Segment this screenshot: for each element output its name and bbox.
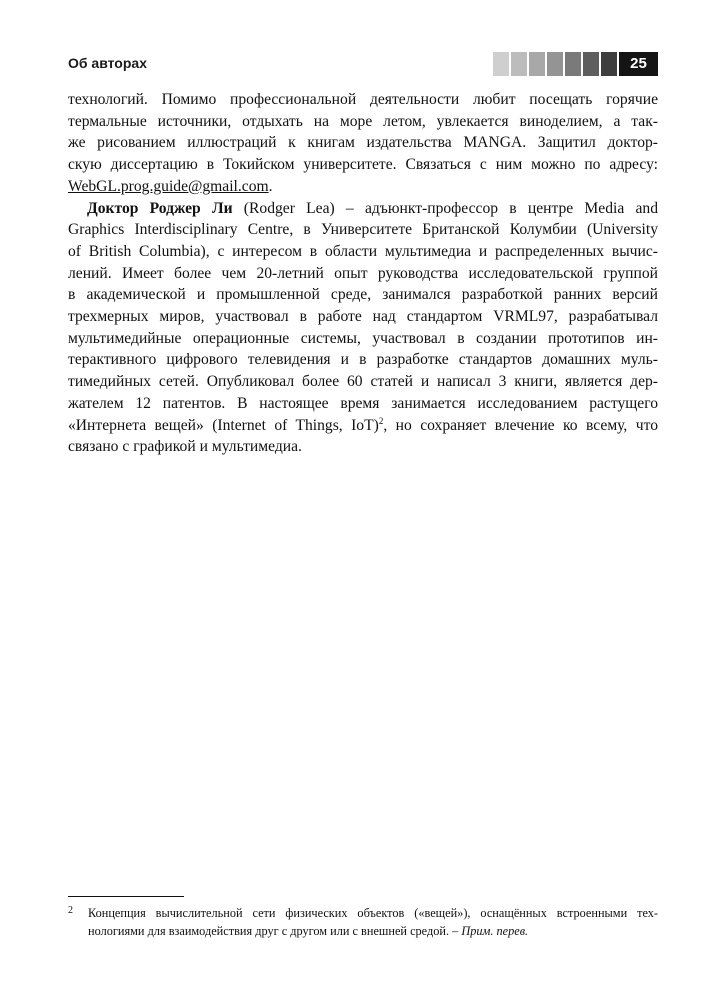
text-line: терактивного цифрового телевидения и в разработке стандартов домашних муль- <box>68 351 658 369</box>
gradient-bar <box>547 52 563 76</box>
text-line: трехмерных миров, участвовал в работе над стандартом VRML97, разрабатывал <box>68 308 658 326</box>
footnote-mark: 2 <box>68 905 73 916</box>
text-line: технологий. Помимо профессиональной деятельности любит посещать горячие <box>68 91 658 108</box>
text-fragment: , но сохраняет влечение ко всему, что <box>383 416 658 434</box>
text-line: связано с графикой и мультимедиа. <box>68 438 302 456</box>
text-line: же рисованием иллюстраций к книгам издательства MANGA. Защитил доктор- <box>68 134 658 152</box>
text-line: скую диссертацию в Токийском университете. Связаться с ним можно по адресу: <box>68 156 658 174</box>
text-line: термальные источники, отдыхать на море летом, увлекается виноделием, а так- <box>68 112 658 130</box>
gradient-bar <box>529 52 545 76</box>
header-gradient-bars <box>493 52 619 76</box>
text-line <box>68 198 658 220</box>
text-line: жателем 12 патентов. В настоящее время занимается исследованием растущего <box>68 394 658 412</box>
running-header <box>68 52 658 76</box>
gradient-bar <box>511 52 527 76</box>
section-title: Об авторах <box>68 55 147 71</box>
text-fragment: (Rodger Lea) – адъюнкт-профессор в центре Media and <box>232 199 659 217</box>
footnote <box>68 904 658 940</box>
page-number: 25 <box>619 52 658 76</box>
footnote-line <box>88 922 658 940</box>
gradient-bar <box>583 52 599 76</box>
text-line <box>68 415 658 437</box>
footnote-line: Концепция вычислительной сети физических объектов («вещей»), оснащённых встроенными тех- <box>88 906 658 920</box>
author-name: Доктор Роджер Ли <box>87 199 233 217</box>
translator-note: Прим. перев. <box>461 924 529 938</box>
footnote-text <box>88 904 658 940</box>
email-link[interactable]: WebGL.prog.guide@gmail.com <box>68 177 269 195</box>
gradient-bar <box>565 52 581 76</box>
body-text <box>68 89 658 458</box>
text-line: лений. Имеет более чем 20-летний опыт руководства исследовательской группой <box>68 264 658 282</box>
text-line: Graphics Interdisciplinary Centre, в Университете Британской Колумбии (University <box>68 221 658 239</box>
text-fragment: нологиями для взаимодействия друг с другом или с внешней средой. – <box>88 924 462 938</box>
gradient-bar <box>601 52 617 76</box>
punctuation: . <box>268 177 273 195</box>
text-line: в академической и промышленной среде, занимался разработкой ранних версий <box>68 286 658 304</box>
text-line: тимедийных сетей. Опубликовал более 60 статей и написал 3 книги, является дер- <box>68 373 658 391</box>
gradient-bar <box>493 52 509 76</box>
text-fragment: «Интернета вещей» (Internet of Things, IoT) <box>68 416 379 434</box>
text-line <box>68 176 658 198</box>
paragraph-rodger-lea <box>68 198 658 458</box>
footnote-reference[interactable]: 2 <box>378 415 384 426</box>
text-line: of British Columbia), с интересом в области мультимедиа и распределенных вычис- <box>68 242 658 260</box>
text-line: мультимедийные операционные системы, участвовал в создании прототипов ин- <box>68 329 658 347</box>
footnote-divider <box>68 896 184 897</box>
paragraph-continued <box>68 89 658 198</box>
